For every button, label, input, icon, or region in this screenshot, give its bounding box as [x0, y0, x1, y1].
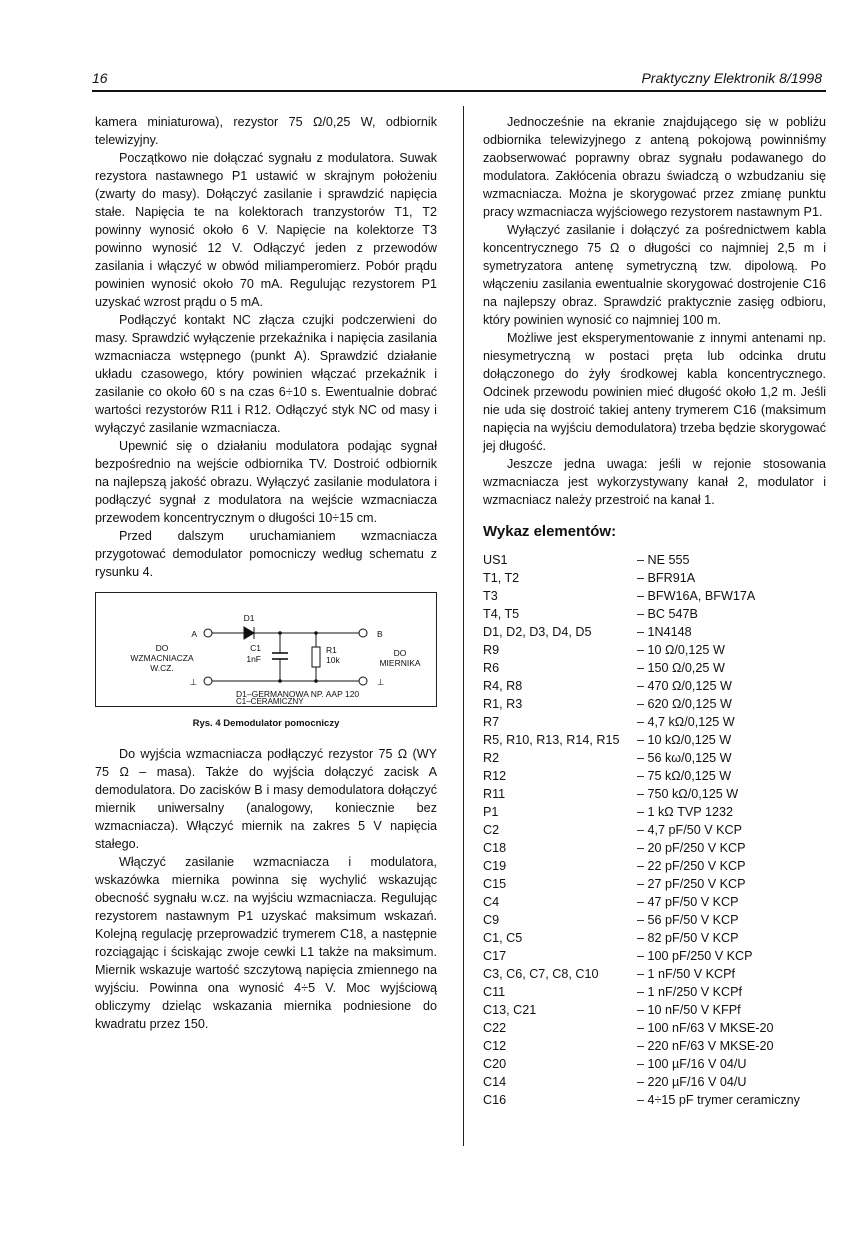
terminal-gnd-in: [204, 677, 212, 685]
part-designator: C18: [483, 841, 507, 855]
part-designator: C4: [483, 895, 500, 909]
part-designator: R7: [483, 715, 500, 729]
paragraph: Do wyjścia wzmacniacza podłączyć rezystor 75 Ω (WY 75 Ω – masa). Także do wyjścia dołączyć zacisk A demodulatora. Do zacisków B i masy demodulatora dołączyć miernik uniwersalny (analogowy, koniecznie bez wzmacniacza). Włączyć miernik na zakres 5 V napięcia stałego.: [95, 747, 437, 851]
part-value: – 750 kΩ/0,125 W: [637, 787, 739, 801]
part-designator: T1, T2: [483, 571, 520, 585]
label-gnd-out: ⊥: [377, 677, 385, 687]
part-designator: T4, T5: [483, 607, 520, 621]
parts-list-row: [483, 623, 826, 641]
part-designator: R5, R10, R13, R14, R15: [483, 733, 620, 747]
part-value: – 56 kω/0,125 W: [637, 751, 732, 765]
label-gnd-in: ⊥: [189, 677, 197, 687]
part-value: – 1 kΩ TVP 1232: [637, 805, 733, 819]
part-designator: C1, C5: [483, 931, 523, 945]
parts-list-row: [483, 659, 826, 677]
parts-list-row: [483, 551, 826, 569]
note-d1: D1–GERMANOWA NP. AAP 120: [236, 689, 360, 699]
part-value: – BC 547B: [637, 607, 698, 621]
part-designator: D1, D2, D3, D4, D5: [483, 625, 592, 639]
part-value: – 10 nF/50 V KFPf: [637, 1003, 741, 1017]
figure-caption: Rys. 4 Demodulator pomocniczy: [192, 718, 340, 729]
label-r1-value: 10k: [326, 655, 340, 665]
part-designator: C13, C21: [483, 1003, 537, 1017]
page-header: [92, 68, 826, 92]
note-c1: C1–CERAMICZNY: [236, 697, 304, 706]
part-value: – 470 Ω/0,125 W: [637, 679, 732, 693]
terminal-b: [359, 629, 367, 637]
parts-list-row: [483, 713, 826, 731]
parts-list-row: [483, 1001, 826, 1019]
part-value: – 1 nF/50 V KCPf: [637, 967, 736, 981]
magazine-title: Praktyczny Elektronik 8/1998: [641, 70, 822, 86]
parts-list-row: [483, 587, 826, 605]
part-value: – 150 Ω/0,25 W: [637, 661, 725, 675]
part-value: – 56 pF/50 V KCP: [637, 913, 739, 927]
label-r1: R1: [326, 645, 337, 655]
part-value: – 100 nF/63 V MKSE-20: [637, 1021, 774, 1035]
parts-list-row: [483, 677, 826, 695]
terminal-gnd-out: [359, 677, 367, 685]
paragraph: Podłączyć kontakt NC złącza czujki podczerwieni do masy. Sprawdzić wyłączenie przekaźnika i napięcia zasilania wzmacniacza wstępnego (punkt A). Sprawdzić działanie układu czasowego, który powinien włączać przekaźnik i zasilanie co około 60 s na czas 6÷10 s. Ewentualnie dobrać wartości rezystorów R11 i R12. Odłączyć styk NC od masy i wyłączyć zasilanie wzmacniacza.: [95, 313, 437, 435]
part-value: – 10 Ω/0,125 W: [637, 643, 725, 657]
label-a: A: [191, 629, 197, 639]
parts-list-row: [483, 731, 826, 749]
part-designator: R12: [483, 769, 507, 783]
column-divider: [463, 106, 464, 1146]
paragraph: Możliwe jest eksperymentowanie z innymi antenami np. niesymetryczną w postaci pręta lub odcinka drutu dołączonego do żyły środkowej kabla koncentrycznego. Odcinek przewodu powinien mieć długość około 1,2 m. Jeśli nie uda się dostroić takiej anteny trymerem C16 (maksimum napięcia na wyjściu demodulatora) trzeba będzie skorygować jej długość.: [483, 331, 826, 453]
part-value: – 4,7 kΩ/0,125 W: [637, 715, 735, 729]
part-value: – 4÷15 pF trymer ceramiczny: [637, 1093, 800, 1107]
part-value: – 100 µF/16 V 04/U: [637, 1057, 747, 1071]
paragraph: Jednocześnie na ekranie znajdującego się w pobliżu odbiornika telewizyjnego z anteną pokojową powinniśmy zaobserwować poprawny obraz sygnału podawanego do modulatora. Zakłócenia obrazu świadczą o wzbudzaniu się wzmacniacza. Można je skorygować przez zmianę punktu pracy wzmacniacza wyjściowego rezystorem nastawnym P1.: [483, 115, 826, 219]
part-value: – 220 nF/63 V MKSE-20: [637, 1039, 774, 1053]
parts-list-row: [483, 605, 826, 623]
parts-list-heading: Wykaz elementów:: [483, 523, 617, 540]
resistor-icon: [312, 647, 320, 667]
parts-list-row: [483, 767, 826, 785]
part-value: – BFR91A: [637, 571, 696, 585]
part-value: – 22 pF/250 V KCP: [637, 859, 746, 873]
part-designator: T3: [483, 589, 498, 603]
parts-list-row: [483, 1037, 826, 1055]
parts-list-row: [483, 821, 826, 839]
part-value: – 4,7 pF/50 V KCP: [637, 823, 743, 837]
part-designator: US1: [483, 553, 508, 567]
paragraph: Jeszcze jedna uwaga: jeśli w rejonie stosowania wzmacniacza jest wykorzystywany kanał 2, modulator i wzmacniacz należy przestroić na kanał 1.: [483, 457, 826, 507]
part-value: – 100 pF/250 V KCP: [637, 949, 753, 963]
parts-list-row: [483, 569, 826, 587]
part-value: – 47 pF/50 V KCP: [637, 895, 739, 909]
part-designator: R11: [483, 787, 506, 801]
parts-list-row: [483, 695, 826, 713]
label-in-3: W.CZ.: [150, 663, 174, 673]
part-designator: C2: [483, 823, 500, 837]
parts-list-row: [483, 839, 826, 857]
label-c1-value: 1nF: [246, 654, 261, 664]
paragraph: Początkowo nie dołączać sygnału z modulatora. Suwak rezystora nastawnego P1 ustawić w skrajnym położeniu (zwarty do masy). Dołączyć zasilanie i sprawdzić napięcia stałe. Napięcia te na kolektorach tranzystorów T1, T2 powinny wynosić około 6 V. Napięcie na kolektorze T3 powinno wynosić 12 V. Odłączyć jeden z przewodów zasilania i włączyć w obwód miliamperomierz. Pobór prądu powinien wynosić około 70 mA. Regulując rezystorem P1 uzyskać wzrost prądu o 5 mA.: [95, 151, 437, 309]
part-value: – 82 pF/50 V KCP: [637, 931, 739, 945]
parts-list-row: [483, 803, 826, 821]
left-column: [95, 113, 437, 1033]
parts-list-row: [483, 1055, 826, 1073]
diode-icon: [244, 627, 254, 639]
part-value: – 10 kΩ/0,125 W: [637, 733, 732, 747]
part-value: – NE 555: [637, 553, 690, 567]
part-designator: R4, R8: [483, 679, 523, 693]
part-designator: C12: [483, 1039, 507, 1053]
parts-list-row: [483, 965, 826, 983]
part-designator: R1, R3: [483, 697, 523, 711]
parts-list-row: [483, 893, 826, 911]
part-value: – 1 nF/250 V KCPf: [637, 985, 743, 999]
parts-list-row: [483, 947, 826, 965]
part-value: – 75 kΩ/0,125 W: [637, 769, 732, 783]
parts-list-row: [483, 1073, 826, 1091]
label-b: B: [377, 629, 383, 639]
part-value: – 620 Ω/0,125 W: [637, 697, 732, 711]
terminal-a: [204, 629, 212, 637]
part-designator: C9: [483, 913, 500, 927]
part-designator: C17: [483, 949, 507, 963]
paragraph: Wyłączyć zasilanie i dołączyć za pośrednictwem kabla koncentrycznego 75 Ω o długości co najmniej 2,5 m i symetryzatora antenę symetryczną tzw. dipolową. Po włączeniu zasilania ewentualnie skorygować dostrojenie C16 na najlepszy obraz. Sprawdzić praktycznie zasięg odbioru, który powinien wynosić co najmniej 100 m.: [483, 223, 826, 327]
part-designator: C16: [483, 1093, 507, 1107]
part-value: – 1N4148: [637, 625, 692, 639]
part-designator: C19: [483, 859, 507, 873]
paragraph: Przed dalszym uruchamianiem wzmacniacza przygotować demodulator pomocniczy według schematu z rysunku 4.: [95, 529, 437, 579]
part-designator: R9: [483, 643, 500, 657]
part-designator: C22: [483, 1021, 507, 1035]
paragraph: Upewnić się o działaniu modulatora podając sygnał bezpośrednio na wejście odbiornika TV. Dostroić odbiornik na najlepszą jakość obrazu. Wyłączyć zasilanie modulatora i podłączyć sygnał z modulatora na wejście wzmacniacza przewodem koncentrycznym o długości 10÷15 cm.: [95, 439, 437, 525]
parts-list-row: [483, 911, 826, 929]
right-column: [483, 113, 826, 1109]
paragraph: kamera miniaturowa), rezystor 75 Ω/0,25 W, odbiornik telewizyjny.: [95, 115, 437, 147]
page-number: 16: [92, 70, 108, 86]
part-designator: C15: [483, 877, 507, 891]
part-value: – 220 µF/16 V 04/U: [637, 1075, 747, 1089]
parts-list-row: [483, 1091, 826, 1109]
label-in-1: DO: [155, 643, 169, 653]
part-value: – 27 pF/250 V KCP: [637, 877, 746, 891]
parts-list-row: [483, 929, 826, 947]
part-designator: C14: [483, 1075, 507, 1089]
parts-list: [483, 551, 826, 1109]
label-d1: D1: [243, 613, 255, 623]
parts-list-row: [483, 785, 826, 803]
part-value: – BFW16A, BFW17A: [637, 589, 756, 603]
demodulator-schematic: [95, 592, 437, 707]
label-out-2: MIERNIKA: [379, 658, 421, 668]
parts-list-row: [483, 875, 826, 893]
part-designator: P1: [483, 805, 499, 819]
part-designator: C3, C6, C7, C8, C10: [483, 967, 599, 981]
label-out-1: DO: [393, 648, 407, 658]
label-in-2: WZMACNIACZA: [130, 653, 194, 663]
label-c1: C1: [250, 643, 261, 653]
paragraph: Włączyć zasilanie wzmacniacza i modulatora, wskazówka miernika powinna się wychylić wskazując obecność sygnału w.cz. na wyjściu wzmacniacza. Regulując rezystorem nastawnym P1 uzyskać maksimum wskazań. Kolejną regulację przeprowadzić trymerem C18, a następnie rozciągając i ściskając zwoje cewki L1 także na maksimum. Miernik wskazuje wartość szczytową napięcia zmiennego na wyjściu. Powinna ona wynosić 4÷5 V. Moc wyjściową obliczymy dzieląc wskazania miernika podniesione do kwadratu przez 150.: [95, 855, 437, 1031]
part-designator: R2: [483, 751, 500, 765]
parts-list-row: [483, 641, 826, 659]
parts-list-row: [483, 857, 826, 875]
parts-list-row: [483, 749, 826, 767]
part-designator: R6: [483, 661, 500, 675]
part-value: – 20 pF/250 V KCP: [637, 841, 746, 855]
parts-list-row: [483, 983, 826, 1001]
part-designator: C20: [483, 1057, 507, 1071]
part-designator: C11: [483, 985, 506, 999]
parts-list-row: [483, 1019, 826, 1037]
